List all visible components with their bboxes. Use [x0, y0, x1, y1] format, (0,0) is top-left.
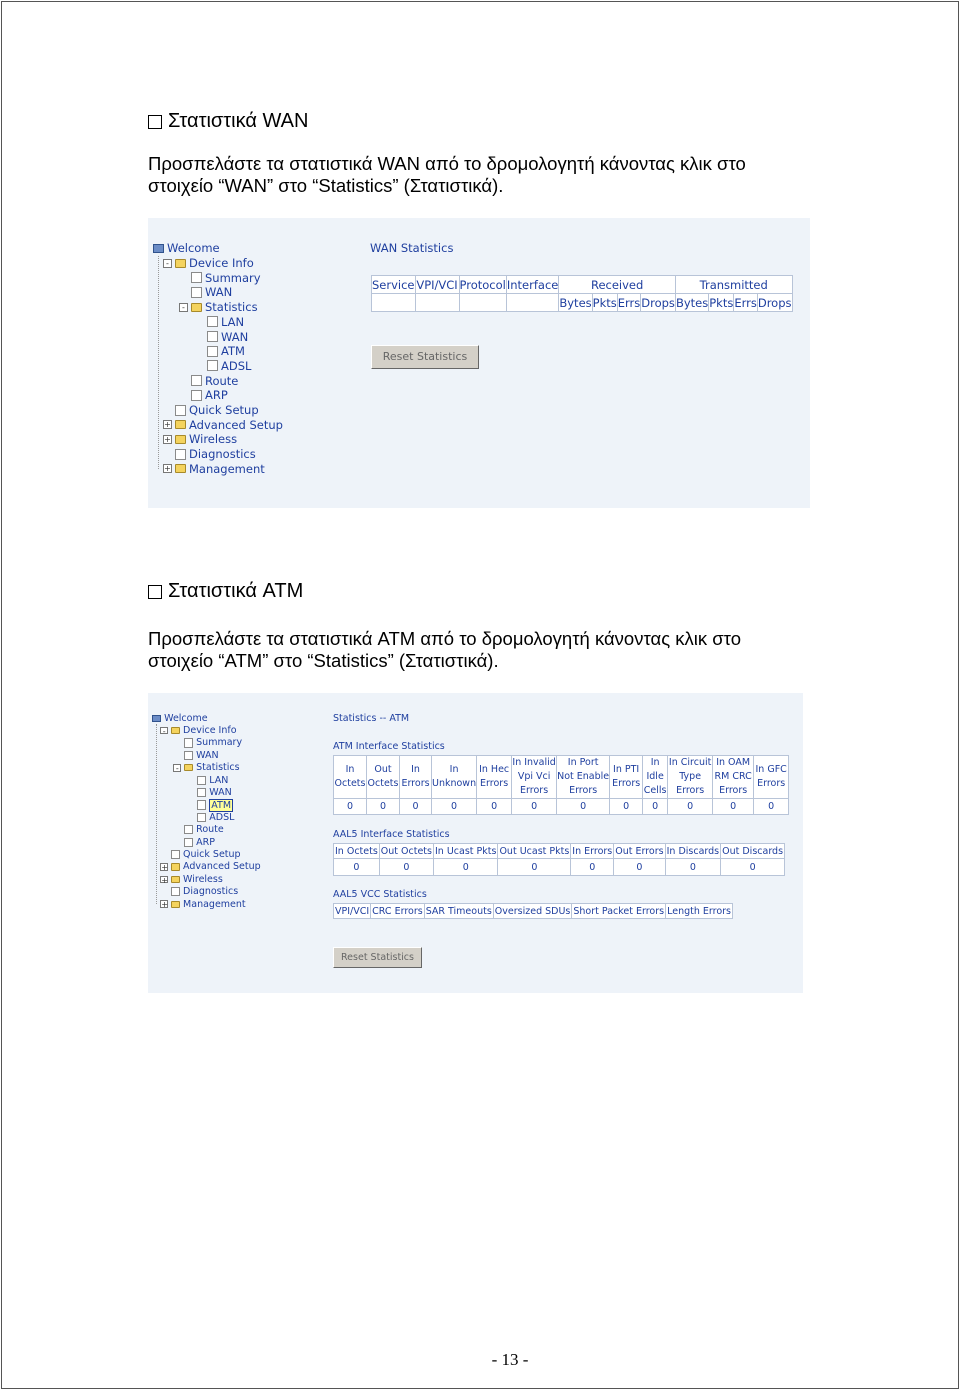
aal5-value: 0: [614, 859, 665, 876]
tree-item-label: Management: [183, 898, 246, 910]
page-icon: [207, 346, 218, 357]
folder-icon: [184, 764, 193, 771]
subheader-bytes: Bytes: [559, 295, 592, 310]
atm-interface-header: In PTI Errors: [610, 756, 643, 799]
tree-item-device-info[interactable]: [160, 724, 236, 736]
atm-interface-header: In Circuit Type Errors: [668, 756, 713, 799]
aal5-value: 0: [379, 859, 433, 876]
subheader-bytes: Bytes: [675, 295, 709, 310]
atm-statistics-title: Statistics -- ATM: [333, 713, 410, 724]
aal5-value: 0: [334, 859, 380, 876]
checkbox-bullet-icon: [148, 585, 162, 599]
page-icon: [184, 738, 193, 747]
tree-item-wireless[interactable]: [160, 873, 223, 885]
folder-icon: [175, 420, 186, 429]
page-icon: [191, 272, 202, 283]
page-icon: [184, 838, 193, 847]
paragraph-line: Προσπελάστε τα στατιστικά WAN από το δρομολογητή κάνοντας κλικ στο: [148, 153, 746, 174]
subheader-pkts: Pkts: [592, 295, 617, 310]
tree-item-label: Diagnostics: [183, 886, 239, 898]
tree-item-device-info[interactable]: [163, 256, 254, 271]
aal5-value: 0: [571, 859, 614, 876]
tree-item-welcome[interactable]: [152, 712, 207, 724]
atm-interface-header: In OAM RM CRC Errors: [713, 756, 754, 799]
tree-guide-line: [156, 724, 157, 904]
paragraph-line: στοιχείο “WAN” στο “Statistics” (Στατιστικά).: [148, 175, 504, 196]
atm-interface-value: 0: [610, 799, 643, 815]
tree-item-label: ADSL: [221, 358, 252, 373]
header-vpi-vci: VPI/VCI: [416, 277, 458, 292]
page-icon: [171, 850, 180, 859]
navigation-tree: [148, 693, 328, 993]
tree-item-label: WAN: [221, 329, 249, 344]
collapse-icon[interactable]: -: [179, 303, 188, 312]
tree-item-label: Device Info: [183, 725, 237, 737]
section-heading-atm: [148, 580, 303, 603]
header-received: Received: [559, 276, 676, 294]
tree-item-label: LAN: [221, 314, 245, 329]
tree-item-wan[interactable]: [179, 285, 232, 300]
section-heading-wan: [148, 110, 308, 133]
aal5-header: Out Errors: [615, 845, 664, 857]
tree-item-summary[interactable]: [173, 737, 242, 749]
page-icon: [184, 751, 193, 760]
tree-item-label: WAN: [196, 749, 219, 761]
header-spacer: [415, 294, 459, 312]
atm-interface-header: In Invalid Vpi Vci Errors: [512, 756, 557, 799]
tree-item-label: Diagnostics: [189, 447, 256, 462]
page-icon: [191, 375, 202, 386]
atm-interface-header: In Octets: [334, 756, 367, 799]
tree-item-wan[interactable]: [195, 329, 248, 344]
aal5-interface-table: [333, 843, 785, 876]
aal5-value: 0: [498, 859, 571, 876]
subheader-errs: Errs: [617, 295, 641, 310]
page-icon: [197, 788, 206, 797]
page-icon: [175, 449, 186, 460]
wan-statistics-table: [371, 275, 793, 312]
vcc-header: Length Errors: [667, 905, 731, 917]
tree-item-statistics[interactable]: [173, 762, 239, 774]
aal5-value: 0: [665, 859, 721, 876]
aal5-header: In Octets: [335, 845, 378, 857]
tree-item-summary[interactable]: [179, 270, 261, 285]
tree-item-label: ATM: [221, 344, 245, 359]
header-protocol: Protocol: [459, 277, 506, 292]
paragraph-line: στοιχείο “ATM” στο “Statistics” (Στατιστικά).: [148, 650, 499, 671]
aal5-value: 0: [721, 859, 785, 876]
page-icon: [207, 360, 218, 371]
tree-item-management[interactable]: [160, 898, 245, 910]
tree-item-label: WAN: [205, 285, 233, 300]
atm-interface-header: In GFC Errors: [754, 756, 789, 799]
vcc-header: Short Packet Errors: [573, 905, 665, 917]
page-number: - 13 -: [491, 1350, 529, 1369]
atm-interface-value: 0: [477, 799, 512, 815]
tree-item-label: Statistics: [205, 300, 258, 315]
header-service: Service: [372, 277, 415, 292]
tree-item-label: Statistics: [196, 762, 240, 774]
page-icon: [191, 390, 202, 401]
atm-interface-value: 0: [557, 799, 610, 815]
subheader-drops: Drops: [641, 295, 675, 310]
page-icon: [171, 887, 180, 896]
expand-icon[interactable]: +: [164, 420, 171, 430]
wan-statistics-screenshot: [148, 218, 810, 508]
reset-statistics-button[interactable]: Reset Statistics: [371, 345, 479, 369]
computer-icon: [153, 244, 164, 253]
tree-item-label: Summary: [196, 737, 243, 749]
navigation-tree: [148, 218, 368, 508]
tree-guide-line: [158, 256, 159, 469]
aal5-interface-title: AAL5 Interface Statistics: [333, 829, 450, 840]
atm-interface-table: [333, 755, 789, 815]
aal5-value: 0: [434, 859, 498, 876]
tree-item-quick-setup[interactable]: [163, 403, 259, 418]
expand-icon[interactable]: +: [161, 863, 168, 873]
aal5-vcc-title: AAL5 VCC Statistics: [333, 889, 427, 900]
atm-interface-value: 0: [668, 799, 713, 815]
tree-item-wan[interactable]: [173, 749, 218, 761]
expand-icon[interactable]: +: [164, 434, 171, 444]
atm-interface-header: In Hec Errors: [477, 756, 512, 799]
folder-icon: [171, 901, 180, 908]
atm-interface-value: 0: [512, 799, 557, 815]
tree-item-arp[interactable]: [179, 388, 228, 403]
aal5-header: In Ucast Pkts: [435, 845, 497, 857]
atm-interface-header: In Errors: [400, 756, 432, 799]
tree-item-advanced-setup[interactable]: [163, 417, 283, 432]
tree-item-label: Device Info: [189, 256, 254, 271]
atm-interface-header: In Idle Cells: [643, 756, 668, 799]
section-paragraph: [148, 153, 848, 197]
tree-item-advanced-setup[interactable]: [160, 861, 260, 873]
atm-interface-value: 0: [400, 799, 432, 815]
header-spacer: [506, 294, 559, 312]
folder-icon: [171, 727, 180, 734]
vcc-header: SAR Timeouts: [425, 905, 492, 917]
atm-interface-header: Out Octets: [367, 756, 400, 799]
aal5-header: Out Ucast Pkts: [499, 845, 570, 857]
tree-item-management[interactable]: [163, 462, 265, 477]
tree-item-wan[interactable]: [187, 786, 232, 798]
tree-item-welcome[interactable]: [153, 241, 220, 256]
tree-item-route[interactable]: [173, 824, 223, 836]
tree-item-label: Management: [189, 461, 265, 476]
tree-item-statistics[interactable]: [179, 300, 258, 315]
folder-icon: [175, 435, 186, 444]
section-title: Στατιστικά ATM: [168, 580, 304, 602]
tree-item-label: ATM: [211, 799, 232, 811]
tree-item-label: Advanced Setup: [183, 861, 261, 873]
checkbox-bullet-icon: [148, 115, 162, 129]
tree-item-arp[interactable]: [173, 836, 215, 848]
page-icon: [197, 776, 206, 785]
wan-statistics-title: WAN Statistics: [370, 241, 454, 255]
aal5-vcc-table: [333, 903, 733, 919]
tree-item-label: Route: [205, 373, 239, 388]
header-spacer: [459, 294, 506, 312]
folder-icon: [175, 259, 186, 268]
tree-item-label: Wireless: [183, 873, 223, 885]
tree-item-label: ARP: [205, 388, 228, 403]
expand-icon[interactable]: +: [164, 464, 171, 474]
header-interface: Interface: [506, 277, 559, 292]
aal5-header: Out Discards: [722, 845, 784, 857]
atm-interface-title: ATM Interface Statistics: [333, 741, 445, 752]
aal5-header: In Errors: [572, 845, 613, 857]
tree-item-lan[interactable]: [187, 774, 229, 786]
tree-item-label: Quick Setup: [183, 849, 241, 861]
page-icon: [175, 405, 186, 416]
section-paragraph: [148, 628, 848, 672]
tree-item-diagnostics[interactable]: [160, 886, 238, 898]
expand-icon[interactable]: +: [161, 900, 168, 910]
collapse-icon[interactable]: -: [160, 727, 168, 735]
tree-item-adsl[interactable]: [195, 359, 251, 374]
tree-item-atm[interactable]: [187, 799, 234, 811]
tree-item-label: LAN: [209, 774, 229, 786]
reset-statistics-button[interactable]: Reset Statistics: [333, 947, 422, 968]
folder-icon: [191, 303, 202, 312]
page-icon: [184, 825, 193, 834]
tree-item-label: Wireless: [189, 432, 238, 447]
tree-item-atm[interactable]: [195, 344, 245, 359]
collapse-icon[interactable]: -: [173, 764, 181, 772]
aal5-header: In Discards: [666, 845, 720, 857]
tree-item-route[interactable]: [179, 373, 238, 388]
tree-item-label: ADSL: [209, 811, 235, 823]
atm-interface-value: 0: [713, 799, 754, 815]
atm-statistics-screenshot: [148, 693, 803, 993]
collapse-icon[interactable]: -: [163, 259, 172, 268]
atm-interface-value: 0: [334, 799, 367, 815]
tree-item-label: WAN: [209, 787, 232, 799]
page-icon: [207, 316, 218, 327]
tree-item-label: Route: [196, 824, 224, 836]
tree-item-adsl[interactable]: [187, 811, 235, 823]
tree-item-label: ARP: [196, 836, 215, 848]
atm-interface-value: 0: [754, 799, 789, 815]
aal5-header: Out Octets: [380, 845, 432, 857]
atm-interface-value: 0: [432, 799, 477, 815]
page-icon: [197, 813, 206, 822]
atm-interface-header: In Port Not Enable Errors: [557, 756, 610, 799]
vcc-header: VPI/VCI: [335, 905, 370, 917]
folder-icon: [171, 876, 180, 883]
atm-interface-header: In Unknown: [432, 756, 477, 799]
page-icon: [197, 800, 206, 809]
expand-icon[interactable]: +: [161, 875, 168, 885]
tree-item-label: Welcome: [164, 712, 208, 724]
section-title: Στατιστικά WAN: [168, 110, 309, 132]
vcc-header: Oversized SDUs: [494, 905, 571, 917]
tree-item-label: Advanced Setup: [189, 417, 283, 432]
page-icon: [207, 331, 218, 342]
tree-item-label: Welcome: [167, 241, 220, 256]
header-spacer: [372, 294, 416, 312]
tree-item-diagnostics[interactable]: [163, 447, 256, 462]
subheader-drops: Drops: [757, 295, 792, 310]
tree-item-lan[interactable]: [195, 315, 244, 330]
folder-icon: [171, 863, 180, 870]
tree-item-wireless[interactable]: [163, 432, 237, 447]
atm-interface-value: 0: [367, 799, 400, 815]
page-icon: [191, 287, 202, 298]
subheader-errs: Errs: [734, 295, 757, 310]
paragraph-line: Προσπελάστε τα στατιστικά ATM από το δρομολογητή κάνοντας κλικ στο: [148, 628, 742, 649]
computer-icon: [152, 715, 161, 722]
vcc-header: CRC Errors: [372, 905, 423, 917]
tree-item-label: Quick Setup: [189, 403, 259, 418]
tree-item-label: Summary: [205, 270, 261, 285]
subheader-pkts: Pkts: [709, 295, 734, 310]
folder-icon: [175, 464, 186, 473]
atm-interface-value: 0: [643, 799, 668, 815]
header-transmitted: Transmitted: [675, 276, 792, 294]
tree-item-quick-setup[interactable]: [160, 848, 240, 860]
